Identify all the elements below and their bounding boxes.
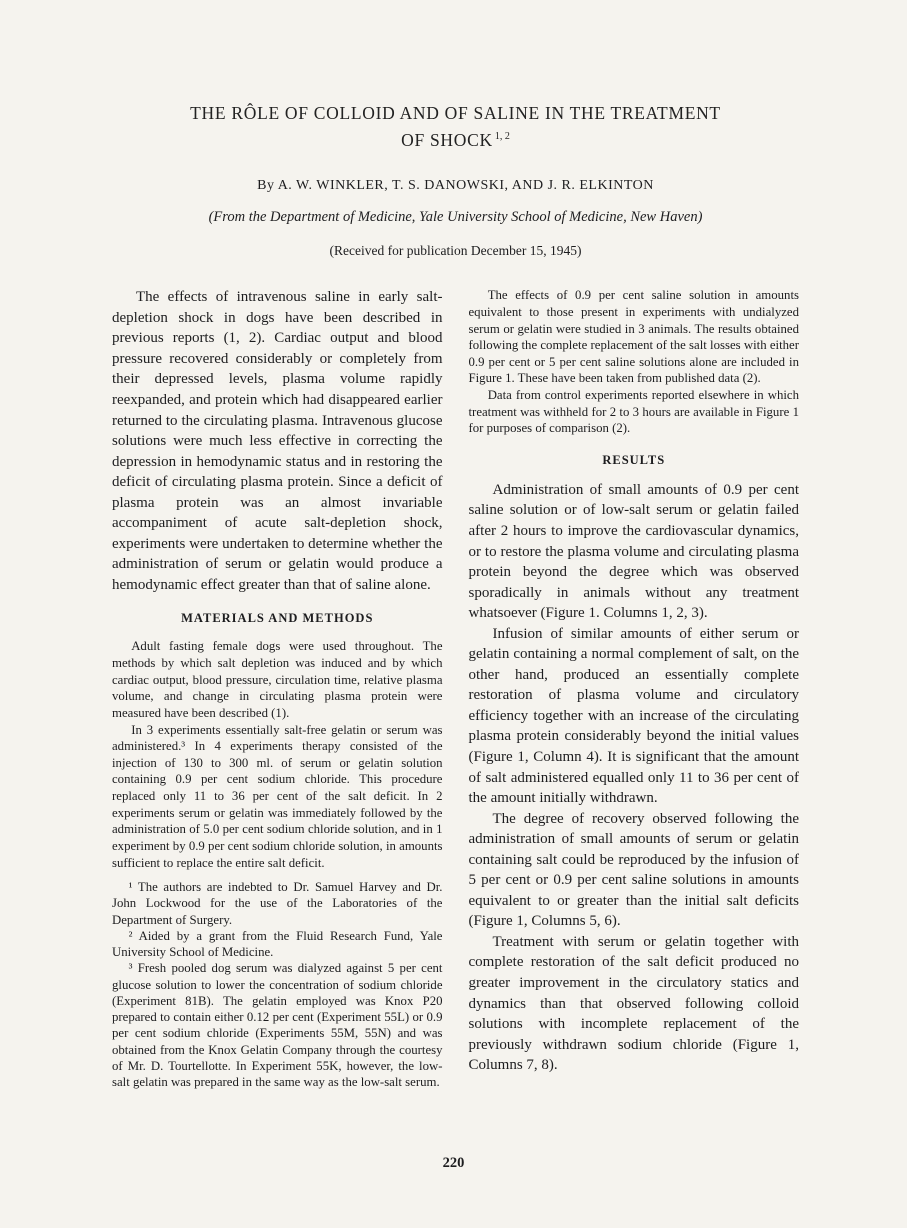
- title-line-2: [401, 130, 510, 150]
- footnote-1: ¹ The authors are indebted to Dr. Samuel Harvey and Dr. John Lockwood for the use of the Laboratories of the Department of Surgery.: [112, 880, 443, 927]
- methods-heading: MATERIALS AND METHODS: [181, 611, 374, 626]
- methods-paragraph-2: In 3 experiments essentially salt-free gelatin or serum was administered.³ In 4 experiments therapy consisted of the injection of 130 to 300 ml. of serum or gelatin solution containing 0.9 per cent sodium chloride. This procedure replaced only 11 to 36 per cent of the salt deficit. In 2 experiments serum or gelatin was immediately followed by the administration of 5.0 per cent sodium chloride solution, and in 1 experiment by 0.9 per cent sodium chloride solution, in amounts sufficient to replace the entire salt deficit.: [112, 722, 443, 870]
- footnote-3: ³ Fresh pooled dog serum was dialyzed against 5 per cent glucose solution to lower the concentration of sodium chloride (Experiment 81B). The gelatin employed was Knox P20 prepared to contain either 0.12 per cent (Experiment 55L) or 0.9 per cent sodium chloride (Experiments 55M, 55N) and was obtained from the Knox Gelatin Company through the courtesy of Mr. D. Tourtellotte. In Experiment 55K, however, the low-salt gelatin was prepared in the same way as the low-salt serum.: [112, 961, 443, 1090]
- two-column-body: [112, 287, 799, 1090]
- intro-paragraph: The effects of intravenous saline in early salt-depletion shock in dogs have been described in previous reports (1, 2). Cardiac output and blood pressure recovered considerably or completely from their depressed levels, plasma volume rapidly reexpanded, and protein which had disappeared earlier returned to the circulating plasma. Intravenous glucose solutions were much less effective in correcting the depression in hemodynamic status and in restoring the deficit of circulating plasma protein. Since a deficit of plasma protein was an almost invariable accompaniment of acute salt-depletion shock, experiments were undertaken to determine whether the administration of serum or gelatin would produce a hemodynamic effect greater than that of saline alone.: [112, 289, 443, 593]
- page-number: 220: [442, 1155, 465, 1171]
- results-paragraph-4: Treatment with serum or gelatin together with complete restoration of the salt deficit produced no greater improvement in the circulatory statics and dynamics than that observed following colloid solutions with incomplete replacement of the previously withdrawn sodium chloride (Figure 1, Columns 7, 8).: [468, 933, 799, 1074]
- footnote-2: ² Aided by a grant from the Fluid Research Fund, Yale University School of Medicine.: [112, 928, 443, 960]
- results-paragraph-2: Infusion of similar amounts of either serum or gelatin containing a normal complement of salt, on the other hand, produced an essentially complete restoration of plasma volume and circulatory efficiency together with an increase of the circulating plasma protein considerably beyond the initial values (Figure 1, Column 4). It is significant that the amount of salt administered equalled only 11 to 36 per cent of the amount initially withdrawn.: [468, 625, 799, 807]
- title-footnote-marker: 1, 2: [494, 131, 510, 143]
- control-data-paragraph: Data from control experiments reported elsewhere in which treatment was withheld for 2 to 3 hours are available in Figure 1 for purposes of comparison (2).: [468, 388, 799, 436]
- received-date-line: (Received for publication December 15, 1945): [329, 243, 582, 259]
- saline-effects-paragraph: The effects of 0.9 per cent saline solution in amounts equivalent to those present in experiments with undialyzed serum or gelatin were studied in 3 animals. The results obtained following the complete replacement of the salt losses with either 0.9 per cent or 5 per cent saline solutions alone are included in Figure 1. These have been taken from published data (2).: [468, 288, 799, 386]
- results-paragraph-3: The degree of recovery observed following the administration of small amounts of serum or gelatin containing salt could be reproduced by the infusion of 5 per cent or 0.9 per cent saline solutions in amounts equivalent to or greater than the initial salt deficits (Figure 1, Columns 5, 6).: [468, 810, 799, 930]
- methods-paragraph-1: Adult fasting female dogs were used throughout. The methods by which salt depletion was induced and by which cardiac output, blood pressure, circulation time, relative plasma volume, and change in circulating plasma protein were measured have been described (1).: [112, 639, 443, 720]
- title-line-2-text: OF SHOCK: [401, 130, 493, 151]
- title-line-1: THE RÔLE OF COLLOID AND OF SALINE IN THE TREATMENT: [190, 103, 721, 123]
- page-title: [112, 100, 799, 154]
- affiliation-line: (From the Department of Medicine, Yale University School of Medicine, New Haven): [208, 209, 703, 226]
- right-column: [469, 287, 800, 1090]
- left-column: [112, 287, 443, 1090]
- results-heading: RESULTS: [602, 452, 666, 467]
- author-byline: By A. W. WINKLER, T. S. DANOWSKI, AND J. R. ELKINTON: [257, 178, 654, 194]
- footnotes-block: [112, 879, 443, 1090]
- results-paragraph-1: Administration of small amounts of 0.9 per cent saline solution or of low-salt serum or gelatin failed after 2 hours to improve the cardiovascular dynamics, or to restore the plasma volume and circulating plasma protein beyond the degree which was observed sporadically in animals without any treatment whatsoever (Figure 1. Columns 1, 2, 3).: [468, 481, 799, 622]
